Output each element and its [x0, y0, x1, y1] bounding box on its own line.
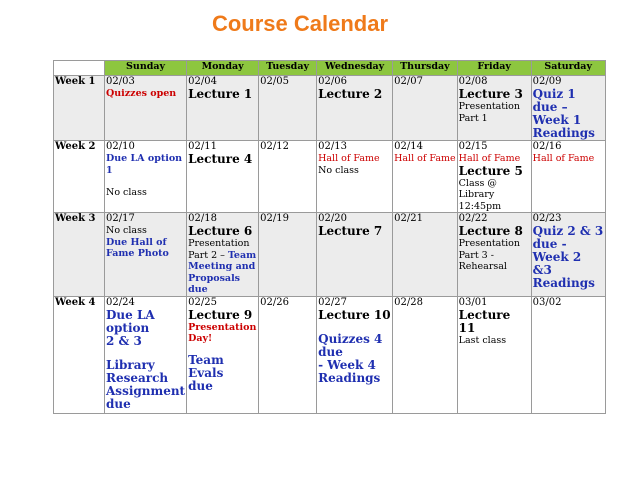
lecture: Lecture 8 [458, 224, 523, 238]
week-label: Week 1 [54, 76, 105, 141]
note: Research [106, 370, 169, 385]
note: Class @ Library [458, 177, 497, 200]
day-cell [393, 213, 458, 297]
day-cell [457, 213, 531, 297]
note: 12:45pm [458, 200, 502, 212]
day-cell [259, 141, 317, 213]
date: 02/12 [260, 141, 289, 152]
day-cell [259, 76, 317, 141]
note-part: Part 2 – [188, 249, 228, 261]
note: Rehearsal [458, 261, 507, 272]
lecture: Lecture 6 [188, 224, 253, 238]
date: 02/15 [458, 141, 488, 152]
note [188, 250, 257, 262]
day-cell [105, 76, 187, 141]
date: 02/22 [458, 213, 488, 224]
header-friday: Friday [457, 61, 531, 76]
header-corner [54, 61, 105, 76]
note: Fame Photo [106, 248, 169, 259]
header-saturday: Saturday [531, 61, 605, 76]
week-row [54, 141, 606, 213]
day-cell [105, 141, 187, 213]
header-thursday: Thursday [393, 61, 458, 76]
quiz-note: Week 1 [532, 113, 582, 127]
date: 02/25 [188, 296, 217, 308]
lecture: Lecture 9 [188, 307, 253, 322]
day-cell [531, 296, 605, 413]
date: 02/09 [532, 76, 562, 87]
note: Presentation [458, 238, 521, 249]
quiz-note: &3 Readings [532, 263, 595, 290]
note: Quizzes open [106, 88, 177, 99]
date: 02/11 [188, 141, 217, 152]
quiz-note: Readings [532, 126, 595, 140]
note: Part 3 - [458, 249, 494, 261]
note: 2 & 3 [106, 333, 142, 348]
date: 02/24 [106, 296, 135, 308]
note: Due LA [106, 307, 155, 322]
lecture: Lecture 4 [188, 152, 253, 166]
date: 02/17 [106, 213, 135, 224]
note: Last class [458, 334, 507, 346]
date: 02/04 [188, 76, 217, 87]
note: Library [106, 357, 155, 372]
lecture: Lecture 5 [458, 163, 523, 178]
note: Assignment [106, 383, 186, 398]
date: 03/02 [532, 296, 562, 308]
note: Presentation [188, 321, 257, 333]
date: 02/27 [318, 296, 347, 308]
week-row [54, 213, 606, 297]
header-row [54, 61, 606, 76]
date: 02/05 [260, 76, 289, 87]
day-cell [317, 76, 393, 141]
date: 02/26 [260, 296, 289, 308]
course-calendar-table [53, 60, 606, 414]
quiz-note: - Week 4 [318, 357, 376, 372]
page-title: Course Calendar [211, 11, 389, 36]
date: 02/13 [318, 141, 347, 152]
note: Due LA option 1 [106, 153, 183, 176]
note: Day! [188, 333, 213, 344]
note: Hall of Fame [318, 153, 380, 164]
note: Hall of Fame [458, 153, 521, 164]
note: Presentation [458, 101, 521, 112]
day-cell [317, 141, 393, 213]
day-cell [187, 213, 259, 297]
quiz-note: Quiz 1 due – [532, 87, 576, 114]
lecture: Lecture 10 [318, 307, 391, 322]
quiz-note: due - Week 2 [532, 237, 582, 264]
date: 02/23 [532, 213, 562, 224]
day-cell [317, 213, 393, 297]
lecture: Lecture 3 [458, 87, 523, 101]
quiz-note: Readings [318, 370, 381, 385]
note: Meeting and [188, 261, 256, 272]
note: due [188, 378, 213, 393]
date: 02/10 [106, 141, 135, 152]
note-part: Team [227, 249, 257, 261]
note: Presentation [188, 238, 250, 249]
day-cell [187, 141, 259, 213]
header-tuesday: Tuesday [259, 61, 317, 76]
note: No class [106, 225, 147, 236]
day-cell [393, 141, 458, 213]
day-cell [393, 296, 458, 413]
header-monday: Monday [187, 61, 259, 76]
day-cell [457, 296, 531, 413]
note: No class [318, 164, 359, 176]
week-label: Week 3 [54, 213, 105, 297]
note: Part 1 [458, 112, 488, 124]
header-wednesday: Wednesday [317, 61, 393, 76]
day-cell [259, 213, 317, 297]
note: Team Evals [188, 352, 224, 380]
quiz-note: Quizzes 4 due [318, 331, 383, 359]
lecture: Lecture 11 [458, 307, 511, 335]
note: Proposals due [188, 272, 241, 295]
date: 02/14 [394, 141, 423, 152]
date: 02/20 [318, 213, 347, 224]
note: No class [106, 187, 147, 198]
day-cell [187, 76, 259, 141]
note: due [106, 396, 131, 411]
week-row [54, 76, 606, 141]
day-cell [187, 296, 259, 413]
day-cell [457, 141, 531, 213]
date: 02/16 [532, 141, 562, 152]
day-cell [105, 296, 187, 413]
week-row [54, 296, 606, 413]
day-cell [393, 76, 458, 141]
day-cell [259, 296, 317, 413]
day-cell [457, 76, 531, 141]
note: option [106, 320, 150, 335]
day-cell [317, 296, 393, 413]
header-sunday: Sunday [105, 61, 187, 76]
note: Due Hall of [106, 236, 167, 248]
week-label: Week 2 [54, 141, 105, 213]
week-label: Week 4 [54, 296, 105, 413]
quiz-note: Quiz 2 & 3 [532, 224, 604, 238]
day-cell [531, 141, 605, 213]
date: 03/01 [458, 296, 488, 308]
day-cell [531, 213, 605, 297]
date: 02/06 [318, 76, 347, 87]
day-cell [531, 76, 605, 141]
date: 02/28 [394, 296, 423, 308]
note: Hall of Fame [532, 153, 595, 164]
date: 02/03 [106, 76, 135, 87]
date: 02/19 [260, 213, 289, 224]
date: 02/21 [394, 213, 423, 224]
date: 02/07 [394, 76, 423, 87]
day-cell [105, 213, 187, 297]
date: 02/18 [188, 213, 217, 224]
lecture: Lecture 2 [318, 87, 383, 101]
lecture: Lecture 7 [318, 224, 383, 238]
lecture: Lecture 1 [188, 87, 253, 101]
note: Hall of Fame [394, 153, 456, 164]
date: 02/08 [458, 76, 488, 87]
